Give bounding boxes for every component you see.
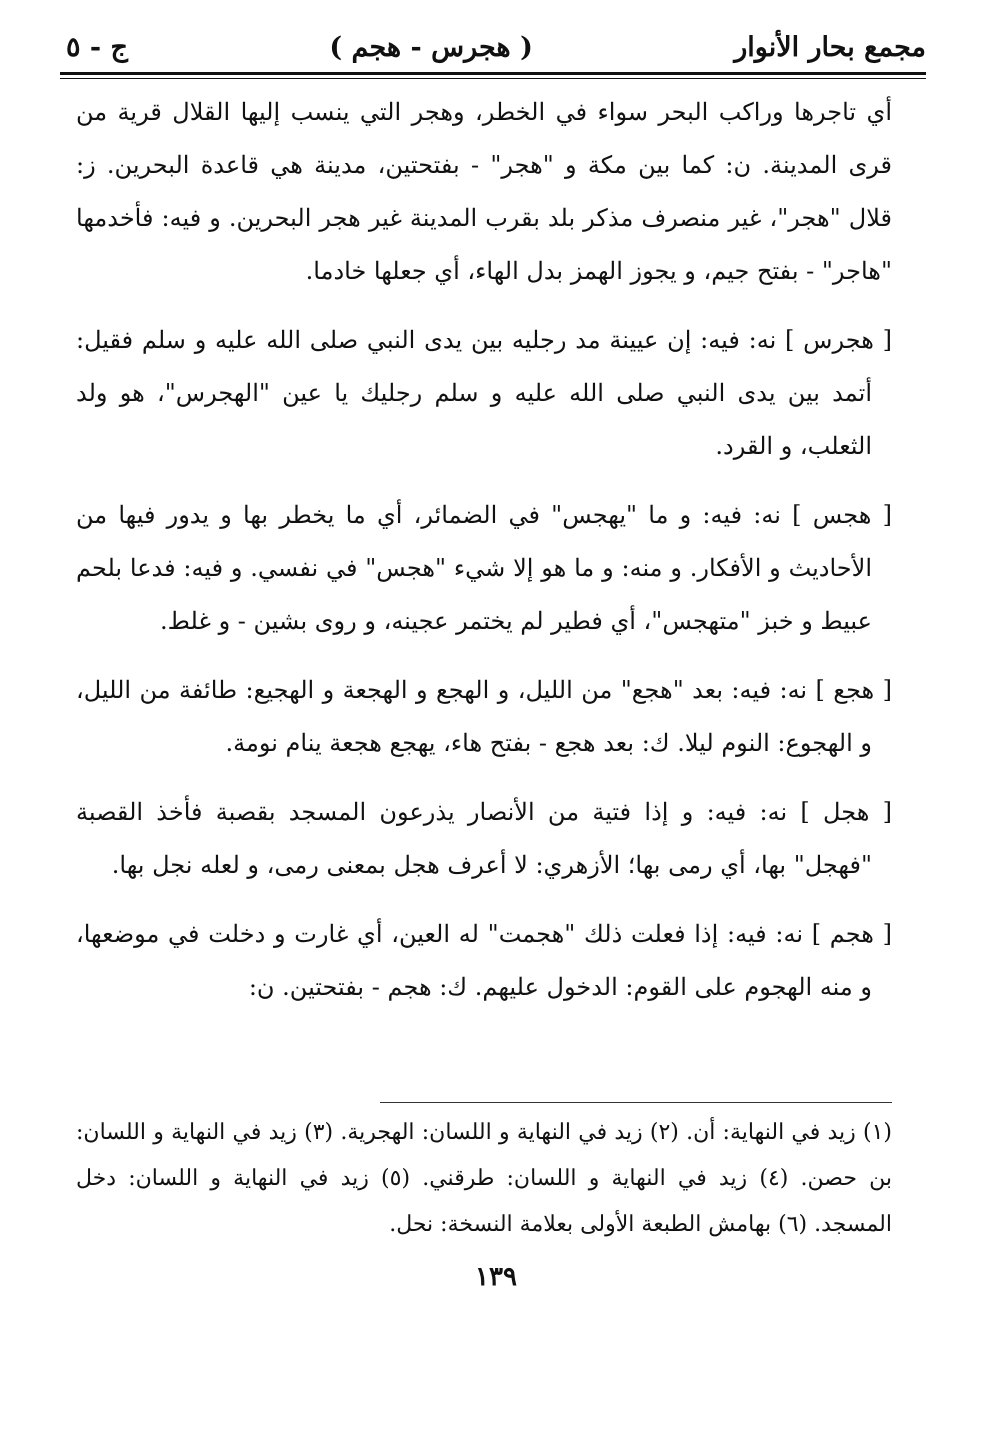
entry-range: ( هجرس - هجم ) <box>329 31 533 63</box>
entry-hajas: [ هجس ] نه: فيه: و ما "يهجس" في الضمائر، أي ما يخطر بها و يدور فيها من الأحاديث و الأفكار. و منه: و ما هو إلا شيء "هجس" في نفسي. و فيه: فدعا بلحم عبيط و خبز "متهجس"، أي فطير لم يختمر عجينه، و روى بشين - و غلط. <box>76 501 893 635</box>
book-title: مجمع بحار الأنوار <box>734 31 926 63</box>
header-rule-thin <box>60 78 926 79</box>
main-text <box>76 86 892 1030</box>
entry-hajal: [ هجل ] نه: فيه: و إذا فتية من الأنصار يذرعون المسجد بقصبة فأخذ القصبة "فهجل" بها، أي رمى بها؛ الأزهري: لا أعرف هجل بمعنى رمى، و لعله نجل بها. <box>76 798 892 879</box>
volume-number: ج - ٥ <box>66 31 128 63</box>
entry-hajras: [ هجرس ] نه: فيه: إن عيينة مد رجليه بين يدى النبي صلى الله عليه و سلم فقيل: أتمد بين يدى النبي صلى الله عليه و سلم رجليك يا عين "الهجرس"، هو ولد الثعلب، و القرد. <box>76 326 892 460</box>
paragraph-hajar-continued: أي تاجرها وراكب البحر سواء في الخطر، وهجر التي ينسب إليها القلال قرية من قرى المدينة. ن: كما بين مكة و "هجر" - بفتحتين، مدينة هي قاعدة البحرين. ز: قلال "هجر"، غير منصرف مذكر بلد بقرب المدينة غير هجر البحرين. و فيه: فأخدمها "هاجر" - بفتح جيم، و يجوز الهمز بدل الهاء، أي جعلها خادما. <box>76 98 892 285</box>
page-number: ١٣٩ <box>475 1262 517 1292</box>
footnote-divider <box>380 1102 892 1103</box>
entry-haja: [ هجع ] نه: فيه: بعد "هجع" من الليل، و الهجع و الهجعة و الهجيع: طائفة من الليل، و الهجوع: النوم ليلا. ك: بعد هجع - بفتح هاء، يهجع هجعة ينام نومة. <box>76 676 892 757</box>
header-rule <box>60 72 926 75</box>
running-header <box>66 22 926 72</box>
entry-hajam: [ هجم ] نه: فيه: إذا فعلت ذلك "هجمت" له العين، أي غارت و دخلت في موضعها، و منه الهجوم على القوم: الدخول عليهم. ك: هجم - بفتحتين. ن: <box>76 920 892 1001</box>
footnote-text: (١) زيد في النهاية: أن. (٢) زيد في النهاية و اللسان: الهجرية. (٣) زيد في النهاية و اللسان: بن حصن. (٤) زيد في النهاية و اللسان: طرقني. (٥) زيد في النهاية و اللسان: دخل المسجد. (٦) بهامش الطبعة الأولى بعلامة النسخة: نحل. <box>76 1120 893 1237</box>
footnotes <box>76 1110 892 1248</box>
